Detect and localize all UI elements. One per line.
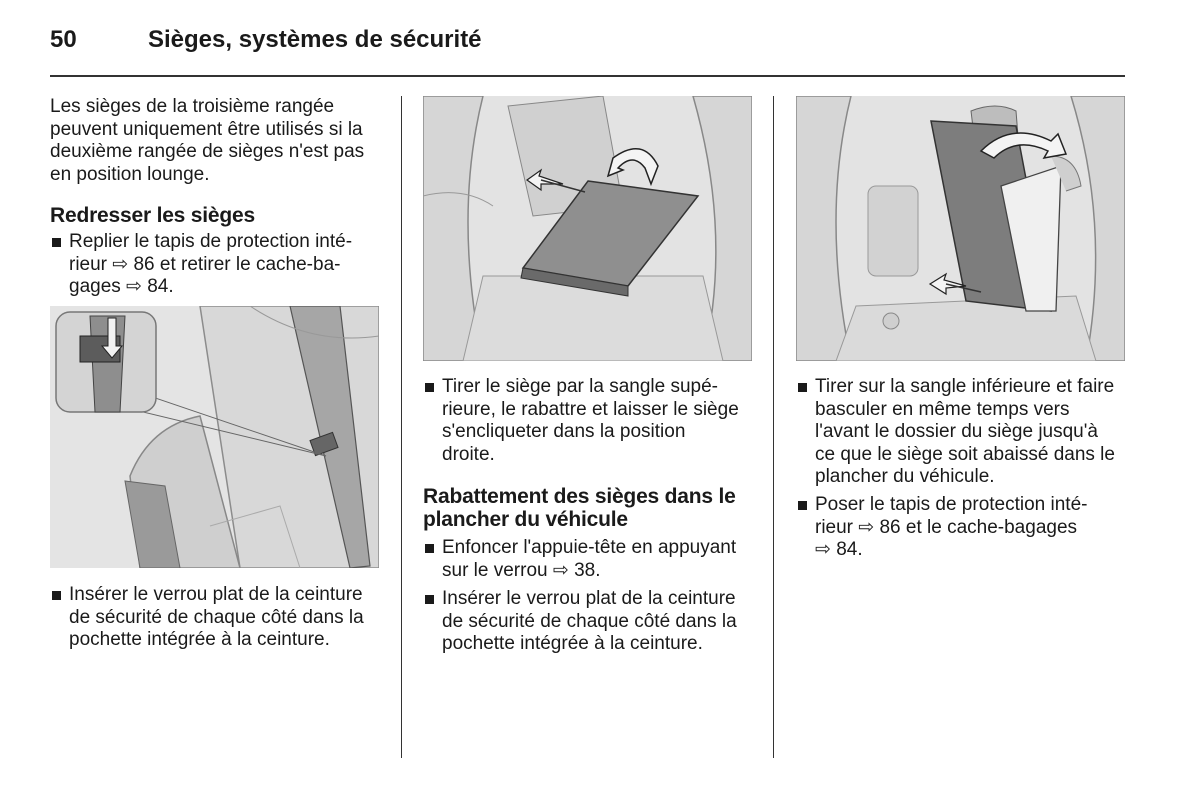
bullet-tirer-sangle	[796, 376, 1147, 489]
page-title: Sièges, systèmes de sécurité	[148, 26, 482, 53]
text-line: Tirer sur la sangle inférieure et faire	[815, 376, 1115, 397]
bullet-poser-tapis	[796, 494, 1145, 562]
text-line: basculer en même temps vers	[815, 398, 1070, 420]
text-line: Enfoncer l'appuie-tête en appuyant	[442, 537, 737, 558]
text-line: rieur ⇨ 86 et retirer le cache-ba-	[69, 253, 341, 275]
bullet-inserer-verrou-2	[423, 588, 772, 656]
heading-line: Rabattement des sièges dans le	[423, 485, 736, 508]
column-divider-1	[401, 96, 402, 758]
seat-fold-illustration	[796, 96, 1125, 361]
heading-line: plancher du véhicule	[423, 508, 628, 531]
text-line: Poser le tapis de protection inté-	[815, 494, 1088, 515]
text-line: Insérer le verrou plat de la ceinture	[69, 584, 363, 605]
text-line: rieure, le rabattre et laisser le siège	[442, 398, 739, 420]
text-line: rieur ⇨ 86 et le cache-bagages	[815, 516, 1078, 538]
text-line: s'encliqueter dans la position	[442, 421, 686, 442]
belt-lock-illustration	[50, 306, 379, 568]
text-line: plancher du véhicule.	[815, 466, 995, 487]
text-line: pochette intégrée à la ceinture.	[442, 633, 703, 654]
bullet-square-icon	[52, 591, 61, 600]
text-line: Replier le tapis de protection inté-	[69, 231, 353, 252]
bullet-square-icon	[798, 501, 807, 510]
text-line: sur le verrou ⇨ 38.	[442, 559, 601, 581]
header-rule	[50, 75, 1125, 77]
page-number: 50	[50, 26, 77, 53]
text-line: de sécurité de chaque côté dans la	[69, 606, 364, 628]
bullet-square-icon	[798, 383, 807, 392]
bullet-inserer-verrou	[50, 584, 399, 652]
bullet-replier-tapis	[50, 231, 389, 299]
text-line: gages ⇨ 84.	[69, 276, 174, 297]
bullet-square-icon	[425, 383, 434, 392]
section-heading-redresser: Redresser les sièges	[50, 204, 255, 227]
text-line: l'avant le dossier du siège jusqu'à	[815, 421, 1098, 442]
intro-paragraph: Les sièges de la troisième rangée peuvent uniquement être utilisés si la deuxième rangée de sièges n'est pas en position lounge.	[50, 96, 365, 185]
bullet-square-icon	[52, 238, 61, 247]
text-line: ⇨ 84.	[815, 539, 863, 560]
seat-raise-drawing	[423, 96, 752, 361]
bullet-square-icon	[425, 544, 434, 553]
text-line: Tirer le siège par la sangle supé-	[442, 376, 718, 397]
bullet-square-icon	[425, 595, 434, 604]
text-line: ce que le siège soit abaissé dans le	[815, 443, 1115, 465]
seat-raise-illustration	[423, 96, 752, 361]
belt-lock-drawing	[50, 306, 379, 568]
text-line: de sécurité de chaque côté dans la	[442, 610, 737, 632]
column-divider-2	[773, 96, 774, 758]
seat-fold-drawing	[796, 96, 1125, 361]
bullet-enfoncer-appuie-tete	[423, 537, 772, 582]
text-line: droite.	[442, 443, 495, 465]
bullet-tirer-siege	[423, 376, 772, 466]
text-line: Insérer le verrou plat de la ceinture	[442, 588, 736, 609]
section-heading-rabattement	[423, 485, 755, 531]
text-line: pochette intégrée à la ceinture.	[69, 629, 330, 650]
